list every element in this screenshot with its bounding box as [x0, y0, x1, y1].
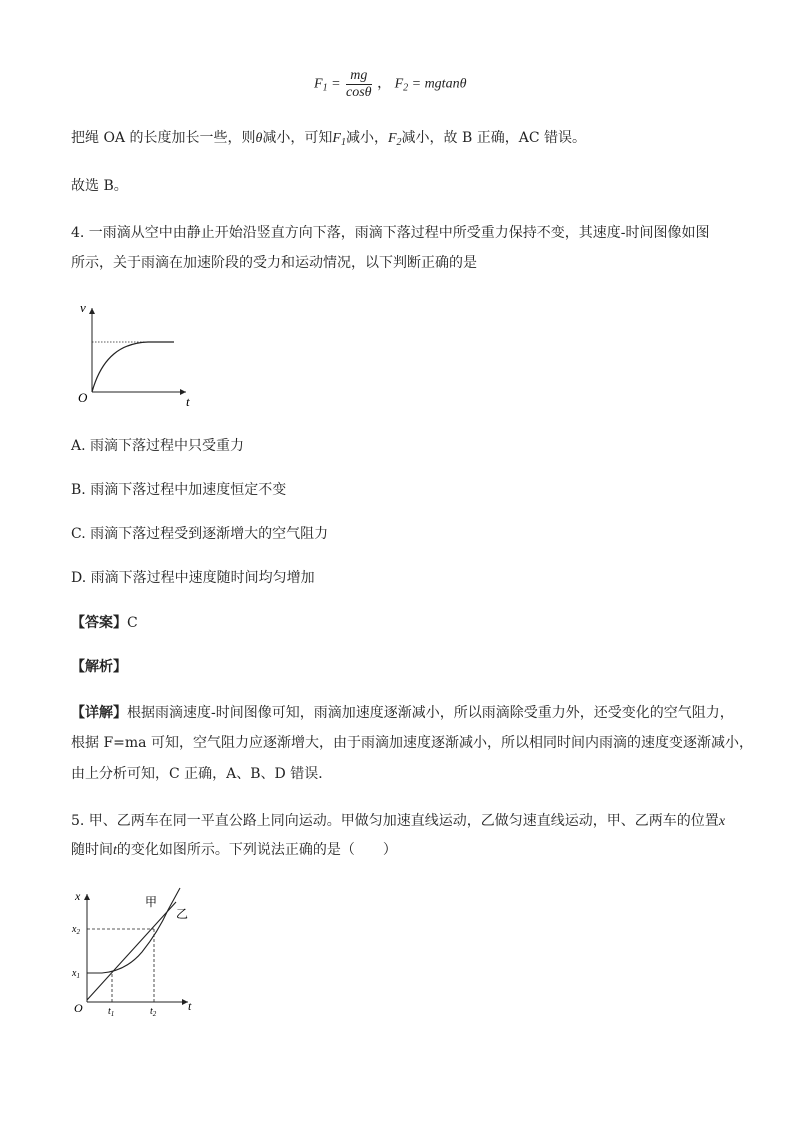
- q4-stem-line1: 4. 一雨滴从空中由静止开始沿竖直方向下落，雨滴下落过程中所受重力保持不变，其速度-时间图像如图: [71, 225, 710, 241]
- q5-t-axis-label: t: [188, 999, 192, 1013]
- answer-value: C: [127, 615, 138, 631]
- q4-option-a: A. 雨滴下落过程中只受重力: [71, 438, 245, 454]
- q5-yi-label: 乙: [176, 907, 189, 921]
- q4-answer-line: [71, 613, 138, 633]
- explain-part3: 减小，: [345, 130, 388, 146]
- q4-option-c: C. 雨滴下落过程受到逐渐增大的空气阻力: [71, 526, 329, 542]
- formula-line: [314, 68, 466, 101]
- explain-part1: 把绳 OA 的长度加长一些，则: [71, 130, 256, 146]
- f1-inline: F: [332, 131, 341, 146]
- answer-tag: 【答案】: [71, 615, 127, 631]
- q5-origin-label: O: [74, 1001, 83, 1015]
- f1-symbol: F: [314, 76, 323, 92]
- q4-v-label: v: [80, 300, 86, 315]
- q5-yi-line: [87, 902, 176, 1000]
- q5-stem2-text-a: 随时间: [71, 842, 113, 858]
- fraction: [346, 68, 372, 101]
- q4-origin-label: O: [78, 390, 88, 405]
- q5-xt-graph: [68, 882, 208, 1017]
- f2-inline-sub: 2: [396, 137, 402, 148]
- f1-subscript: 1: [322, 82, 328, 94]
- q5-t-symbol: t: [113, 843, 117, 858]
- f2-inline: F: [387, 131, 397, 146]
- q5-x1-label: $x_1$: [72, 968, 80, 980]
- detail-tag: 【详解】: [71, 705, 127, 721]
- q5-jia-label: 甲: [145, 895, 158, 909]
- q4-stem-line2: 所示，关于雨滴在加速阶段的受力和运动情况，以下判断正确的是: [71, 255, 477, 271]
- f1-inline-sub: 1: [340, 137, 346, 148]
- q5-x-axis-label: x: [75, 889, 81, 903]
- f2-subscript: 2: [403, 82, 409, 94]
- theta-symbol: θ: [255, 131, 263, 146]
- q5-x-symbol: x: [718, 814, 726, 829]
- q4-detail-line1: [71, 703, 734, 723]
- q4-vt-graph: [70, 296, 210, 408]
- q4-option-d: D. 雨滴下落过程中速度随时间均匀增加: [71, 570, 315, 586]
- analysis-tag: 【解析】: [71, 659, 127, 675]
- explain-part2: 减小，可知: [262, 130, 333, 146]
- f2-expression: = mgtanθ: [411, 76, 467, 92]
- separator: ，: [377, 76, 392, 92]
- q5-jia-curve: [87, 888, 180, 973]
- q4-t-label: t: [186, 394, 190, 408]
- q4-option-b: B. 雨滴下落过程中加速度恒定不变: [71, 482, 287, 498]
- q5-t2-label: $t_2$: [150, 1006, 157, 1017]
- explain-part4: 减小，故 B 正确，AC 错误。: [401, 130, 586, 146]
- q5-stem1-text: 5. 甲、乙两车在同一平直公路上同向运动。甲做匀加速直线运动，乙做匀速直线运动，甲、乙两车的位置: [71, 813, 719, 829]
- fraction-numerator: mg: [346, 68, 372, 85]
- q4-detail-line3: 由上分析可知，C 正确，A、B、D 错误．: [71, 766, 333, 782]
- detail-text1: 根据雨滴速度-时间图像可知，雨滴加速度逐渐减小，所以雨滴除受重力外，还受变化的空气阻力，: [127, 705, 734, 721]
- choose-b-line: 故选 B。: [71, 178, 128, 194]
- fraction-denominator: cosθ: [346, 85, 372, 100]
- q4-velocity-curve: [92, 342, 174, 392]
- q5-t1-label: $t_1$: [108, 1006, 115, 1017]
- q5-stem2-text-b: 的变化如图所示。下列说法正确的是（ ）: [116, 842, 397, 858]
- f2-symbol: F: [394, 76, 404, 92]
- explain-line: [71, 128, 586, 153]
- q5-stem-line2: [71, 840, 397, 861]
- q5-stem-line1: [71, 811, 725, 832]
- q5-x2-label: $x_2$: [72, 924, 80, 936]
- equals-sign: =: [331, 76, 341, 92]
- q4-detail-line2: 根据 F=ma 可知，空气阻力应逐渐增大，由于雨滴加速度逐渐减小，所以相同时间内雨滴的速度变逐渐减小，: [71, 735, 753, 751]
